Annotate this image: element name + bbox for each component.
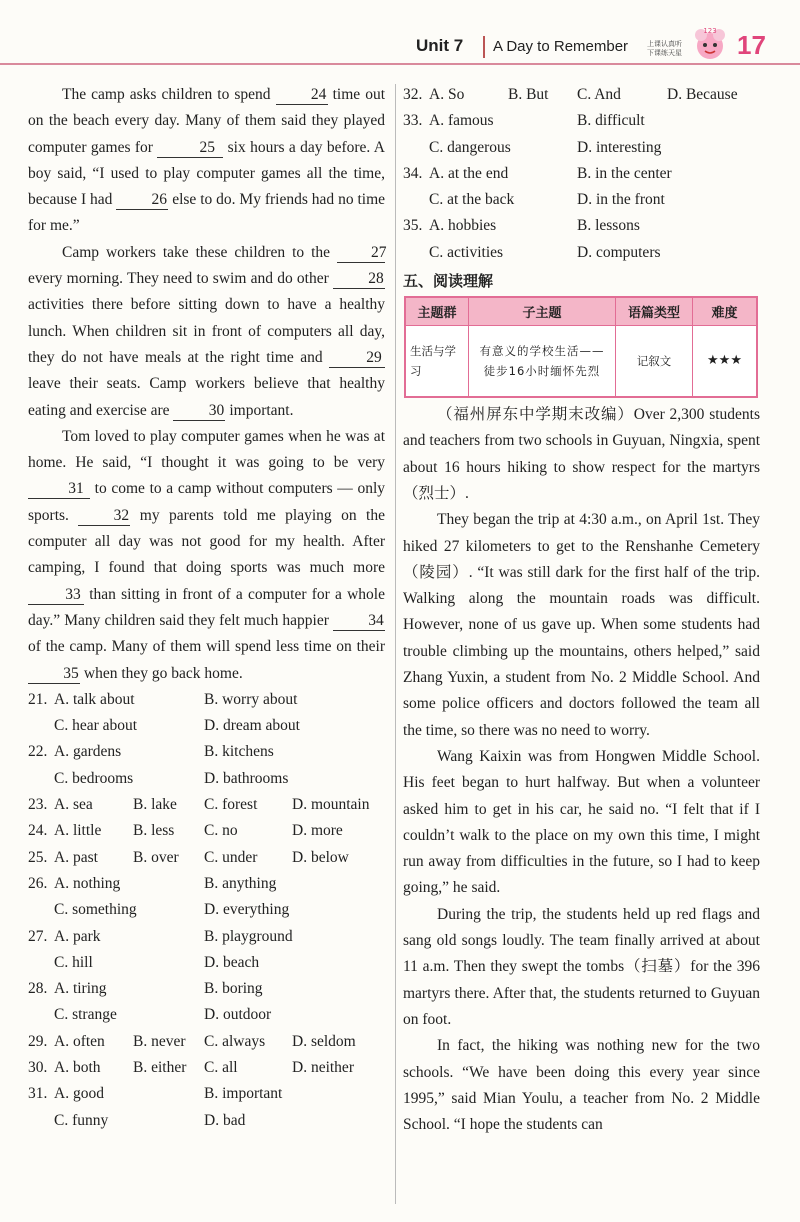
option: C. under [204, 848, 258, 866]
passage-paragraph [28, 240, 385, 424]
table-header: 子主题 [469, 297, 616, 326]
option: C. something [54, 901, 137, 919]
option: B. lessons [577, 217, 640, 235]
option: D. outdoor [204, 1006, 272, 1024]
option: B. important [204, 1085, 283, 1103]
left-column [28, 82, 385, 1134]
option: B. kitchens [204, 743, 274, 761]
question-row [28, 871, 385, 897]
option: B. lake [133, 796, 177, 814]
option: A. good [54, 1085, 104, 1103]
cloze-passage [28, 82, 385, 687]
option: C. at the back [429, 191, 515, 209]
answer-blank: 30 [173, 402, 225, 421]
table-cell-genre: 记叙文 [616, 326, 693, 398]
option: D. computers [577, 243, 661, 261]
answer-blank: 29 [329, 349, 385, 368]
option: C. strange [54, 1006, 117, 1024]
question-number: 33. [403, 112, 423, 130]
question-row [403, 135, 760, 161]
passage-paragraph [28, 82, 385, 240]
option: B. never [133, 1032, 186, 1050]
right-column [403, 82, 760, 1138]
question-number: 35. [403, 217, 423, 235]
question-row [403, 240, 760, 266]
option: A. nothing [54, 874, 121, 892]
table-header: 语篇类型 [616, 297, 693, 326]
option: D. bathrooms [204, 769, 289, 787]
option: C. funny [54, 1111, 109, 1129]
question-row [403, 82, 760, 108]
option: D. bad [204, 1111, 246, 1129]
question-number: 32. [403, 86, 423, 103]
answer-blank: 26 [116, 191, 168, 210]
passage-paragraph [28, 424, 385, 687]
question-row [403, 213, 760, 239]
option: C. dangerous [429, 138, 511, 156]
question-number: 30. [28, 1058, 48, 1076]
option: D. in the front [577, 191, 665, 209]
option: D. neither [292, 1058, 354, 1076]
question-list-left [28, 687, 385, 1134]
passage-text: Camp workers take these children to the [62, 243, 337, 261]
reading-passage [403, 402, 760, 1138]
passage-paragraph: They began the trip at 4:30 a.m., on April 1st. They hiked 27 kilometers to get to the Renshanhe Cemetery（陵园）. “It was still dark for the first half of the trip. Walking along the mountain roads was difficult. However, none of us gave up. When some students had trouble climbing up the mountains, others helped,” said Zhang Yuxin, a student from No. 2 Middle School. And some police officers and doctors followed the team all the time, so there was no need to worry. [403, 511, 760, 739]
topic-info-table [404, 296, 758, 398]
option: B. in the center [577, 164, 672, 182]
option: D. mountain [292, 796, 370, 814]
option: A. tiring [54, 980, 107, 998]
passage-text: Tom loved to play computer games when he was at home. He said, “I thought it was going to be very [28, 427, 385, 472]
header-separator [483, 36, 485, 58]
passage-text: my parents told me playing on the computer all day was not good for my health. After camping, I found that doing sports was much more [28, 506, 385, 577]
option: B. boring [204, 980, 263, 998]
table-cell-subtheme: 有意义的学校生活——徒步16小时缅怀先烈 [469, 326, 616, 398]
section-title: 五、阅读理解 [403, 272, 494, 291]
option: B. But [508, 86, 549, 103]
option: A. hobbies [429, 217, 497, 235]
question-row [28, 713, 385, 739]
option: A. little [54, 822, 102, 840]
question-number: 26. [28, 874, 48, 892]
option: C. always [204, 1032, 266, 1050]
passage-text: than sitting in front of a computer for a whole day.” Many children said they felt much happier [28, 585, 385, 629]
question-row [28, 1055, 385, 1081]
question-row [28, 792, 385, 818]
passage-paragraph: During the trip, the students held up red flags and sang old songs loudly. The team finally arrived at about 11 a.m. Then they swept the tombs（扫墓）for the 396 martyrs there. After that, the students returned to Guyuan on foot. [403, 905, 760, 1028]
option: C. hill [54, 953, 93, 971]
option: C. And [577, 86, 621, 103]
question-row [28, 818, 385, 844]
question-number: 22. [28, 743, 48, 761]
passage-text: when they go back home. [80, 664, 243, 682]
unit-title: A Day to Remember [493, 38, 629, 55]
option: A. park [54, 927, 101, 945]
passage-text: The camp asks children to spend [62, 86, 276, 103]
option: A. sea [54, 796, 93, 814]
answer-blank: 28 [333, 270, 385, 289]
question-row [28, 1108, 385, 1134]
option: C. no [204, 822, 238, 840]
answer-blank: 32 [78, 507, 130, 526]
option: D. dream about [204, 717, 300, 735]
answer-blank: 27 [337, 244, 385, 263]
passage-text: time out on the beach every day. Many of them said they played computer games for [28, 86, 386, 156]
option: B. less [133, 822, 175, 840]
option: A. past [54, 848, 98, 866]
option: D. Because [667, 86, 738, 103]
passage-text: important. [225, 401, 294, 419]
option: D. beach [204, 953, 260, 971]
option: B. over [133, 848, 179, 866]
question-row [28, 1081, 385, 1107]
table-cell-theme: 生活与学习 [405, 326, 469, 398]
option: A. gardens [54, 743, 122, 761]
question-row [28, 976, 385, 1002]
header-rule [0, 63, 800, 65]
table-cell-difficulty: ★★★ [693, 326, 758, 398]
passage-text: else to do. My friends had no time for me.” [28, 191, 386, 235]
option: C. hear about [54, 717, 138, 735]
question-row [403, 108, 760, 134]
slogan-line-1: 上课认真听 [647, 40, 682, 48]
question-number: 23. [28, 796, 48, 814]
answer-blank: 33 [28, 586, 84, 605]
table-header: 主题群 [405, 297, 469, 326]
option: A. both [54, 1058, 101, 1076]
option: B. anything [204, 874, 277, 892]
question-row [28, 1029, 385, 1055]
passage-text: of the camp. Many of them will spend less time on their [28, 638, 385, 656]
answer-blank: 34 [333, 612, 385, 631]
question-row [28, 924, 385, 950]
option: D. below [292, 848, 349, 866]
option: A. at the end [429, 164, 509, 182]
question-row [403, 161, 760, 187]
question-row [403, 187, 760, 213]
option: A. So [429, 86, 465, 103]
option: A. often [54, 1032, 105, 1050]
option: B. either [133, 1058, 187, 1076]
option: D. everything [204, 901, 290, 919]
answer-blank: 25 [157, 139, 223, 158]
option: A. famous [429, 112, 494, 130]
option: C. forest [204, 796, 258, 814]
option: B. worry about [204, 690, 298, 708]
passage-paragraph: （福州屏东中学期末改编）Over 2,300 students and teachers from two schools in Guyuan, Ningxia, spent about 16 hours hiking to show respect for the martyrs（烈士）. [403, 406, 760, 502]
passage-text: activities there before sitting down to have a healthy lunch. When children sit in front of computers all day, they do not have meals at the right time and [28, 296, 385, 366]
column-divider [395, 84, 396, 1204]
slogan-line-2: 下课练天星 [647, 49, 682, 57]
page-header [0, 0, 800, 66]
question-number: 28. [28, 980, 48, 998]
option: B. difficult [577, 112, 645, 130]
question-row [28, 766, 385, 792]
passage-text: six hours a day before. A boy said, “I used to play computer games all the time, because I had [28, 138, 385, 209]
option: C. bedrooms [54, 769, 134, 787]
option: D. seldom [292, 1032, 356, 1050]
question-number: 29. [28, 1032, 48, 1050]
question-number: 24. [28, 822, 48, 840]
question-row [28, 687, 385, 713]
option: B. playground [204, 927, 293, 945]
answer-blank: 24 [276, 86, 328, 105]
option: C. activities [429, 243, 504, 261]
page-number: 17 [737, 30, 766, 60]
slogan [647, 40, 682, 58]
table-header: 难度 [693, 297, 758, 326]
option: D. more [292, 822, 343, 840]
question-list-right [403, 82, 760, 266]
question-number: 34. [403, 164, 423, 182]
question-row [28, 1002, 385, 1028]
passage-text: to come to a camp without computers — only sports. [28, 480, 385, 524]
passage-paragraph: Wang Kaixin was from Hongwen Middle School. His feet began to hurt halfway. But when a volunteer asked him to get in his car, he said no. “I felt that if I couldn’t walk to the place on my own this time, I might run away from difficulties in the future, so I had to keep going,” he said. [403, 747, 760, 897]
answer-blank: 31 [28, 480, 90, 499]
svg-text:123: 123 [703, 27, 717, 35]
answer-blank: 35 [28, 665, 80, 684]
unit-label: Unit 7 [416, 36, 464, 55]
question-row [28, 897, 385, 923]
question-row [28, 950, 385, 976]
question-number: 31. [28, 1085, 48, 1103]
question-number: 21. [28, 690, 48, 708]
question-number: 27. [28, 927, 48, 945]
option: D. interesting [577, 138, 662, 156]
question-row [28, 845, 385, 871]
passage-paragraph: In fact, the hiking was nothing new for the two schools. “We have been doing this every year since 1995,” said Mian Youlu, a teacher from No. 2 Middle School. “I hope the students can [403, 1037, 760, 1134]
option: C. all [204, 1058, 238, 1076]
question-number: 25. [28, 848, 48, 866]
passage-text: leave their seats. Camp workers believe that healthy eating and exercise are [28, 375, 385, 419]
question-row [28, 739, 385, 765]
passage-text: every morning. They need to swim and do other [28, 270, 333, 288]
mascot-icon [690, 24, 730, 64]
option: A. talk about [54, 690, 135, 708]
